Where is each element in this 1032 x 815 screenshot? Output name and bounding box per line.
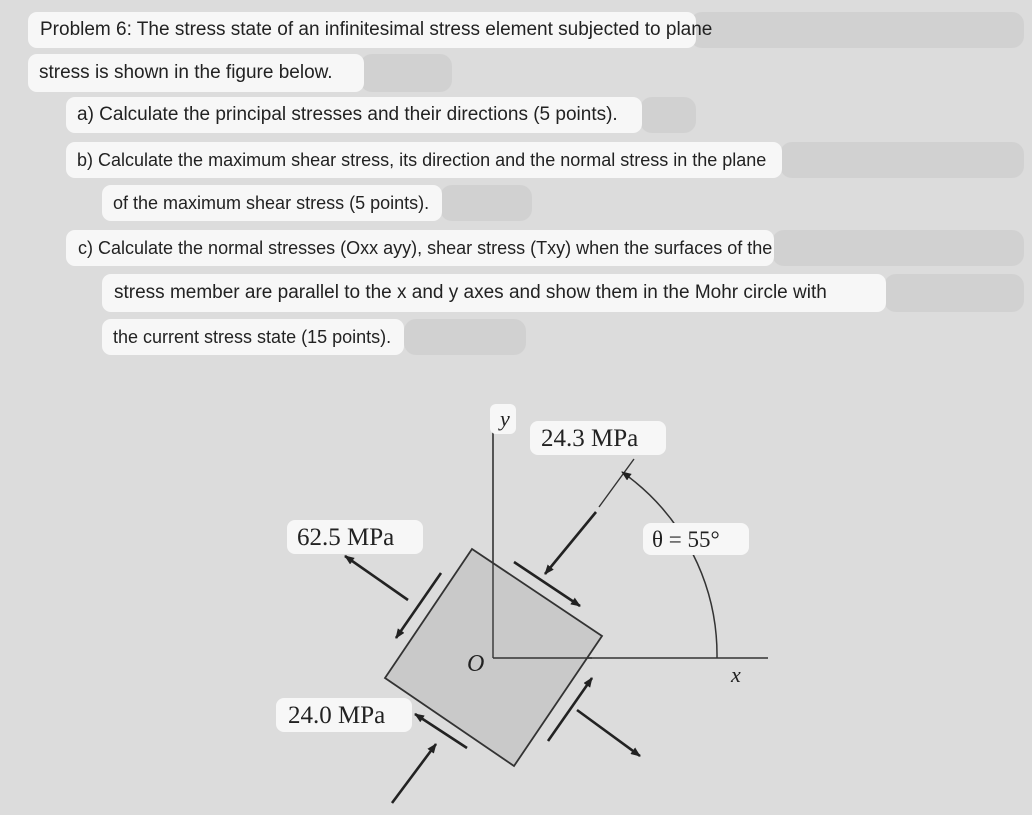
part-c-text-1: c) Calculate the normal stresses (Oxx ayy), shear stress (Txy) when the surfaces of the [78, 237, 773, 258]
stress-label-shear: 24.0 MPa [288, 702, 386, 729]
stress-label-left: 62.5 MPa [297, 524, 395, 551]
rotated-axis-line [599, 459, 634, 507]
tension-arrow-right [577, 710, 640, 756]
part-a-text: a) Calculate the principal stresses and their directions (5 points). [77, 104, 618, 125]
problem-title-text: Problem 6: The stress state of an infinitesimal stress element subjected to plane [40, 19, 713, 40]
origin-label: O [467, 651, 485, 677]
angle-label: θ = 55° [652, 527, 720, 552]
part-c-text-2: stress member are parallel to the x and y axes and show them in the Mohr circle with [114, 282, 827, 303]
tension-arrow-left [345, 556, 408, 600]
part-c-text-3: the current stress state (15 points). [113, 326, 392, 347]
normal-arrow-bottom [392, 744, 436, 803]
problem-intro-text: stress is shown in the figure below. [39, 62, 333, 83]
x-axis-label: x [731, 662, 741, 687]
part-b-text-1: b) Calculate the maximum shear stress, its direction and the normal stress in the plane [77, 149, 767, 170]
normal-arrow-top [545, 512, 596, 574]
angle-arc [622, 472, 717, 658]
part-b-text-2: of the maximum shear stress (5 points). [113, 192, 430, 213]
stress-label-top: 24.3 MPa [541, 425, 639, 452]
y-axis-label: y [500, 406, 510, 431]
